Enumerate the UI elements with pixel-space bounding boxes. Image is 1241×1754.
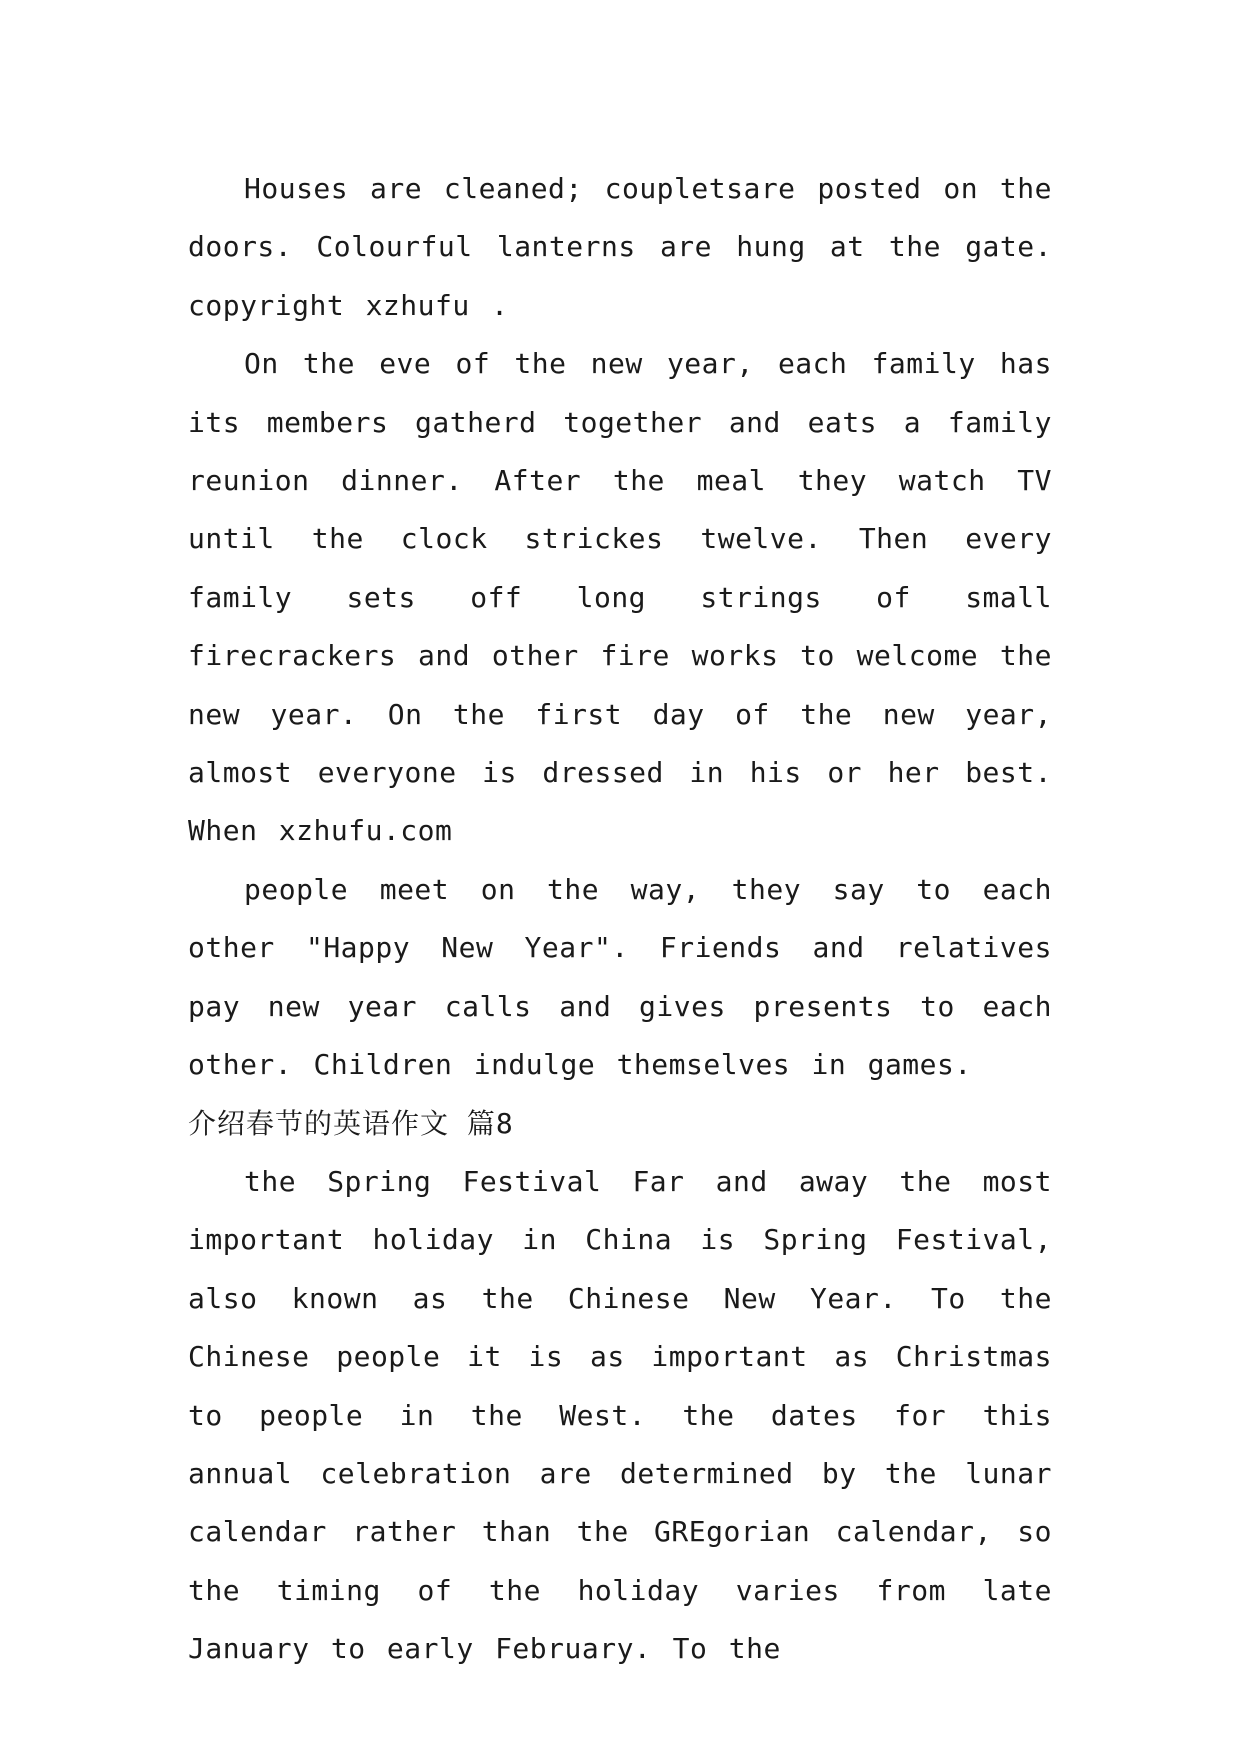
paragraph-spring-festival: the Spring Festival Far and away the most important holiday in China is Spring Festival, also known as the Chinese New Year. To the Chinese people it is as important as Christmas to people in the West. the dates for this annual celebration are determined by the lunar calendar rather than the GREgorian calendar, so the timing of the holiday varies from late January to early February. To the [188,1164,1052,1666]
paragraph-new-year-eve: On the eve of the new year, each family has its members gatherd together and eats a family reunion dinner. After the meal they watch TV until the clock strickes twelve. Then every family sets off long strings of small firecrackers and other fire works to welcome the new year. On the first day of the new year, almost everyone is dressed in his or her best. When xzhufu.com [188,347,1052,848]
paragraph-houses-cleaned: Houses are cleaned; coupletsare posted on the doors. Colourful lanterns are hung at the gate. copyright xzhufu . [188,172,1052,322]
section-heading: 介绍春节的英语作文 篇8 [188,1106,514,1140]
paragraph-people-meet: people meet on the way, they say to each other "Happy New Year". Friends and relatives pay new year calls and gives presents to each other. Children indulge themselves in games. [188,872,1052,1082]
document-body [188,160,1052,1679]
